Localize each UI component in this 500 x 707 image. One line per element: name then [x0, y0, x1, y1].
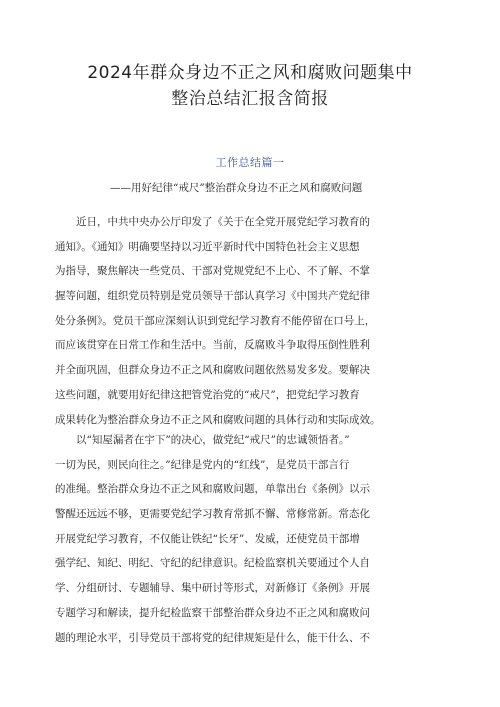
text-line: 开展党纪学习教育，不仅能让铁纪“长牙”、发威，还使党员干部增 — [55, 532, 360, 545]
section-heading: 工作总结篇一 — [215, 156, 285, 169]
text-line: 学、分组研讨、专题辅导、集中研讨等形式，对新修订《条例》开展 — [55, 582, 370, 595]
title-line-2: 整治总结汇报含简报 — [171, 89, 329, 109]
document-title — [40, 60, 460, 112]
text-line: 近日，中共中央办公厅印发了《关于在全党开展党纪学习教育的 — [76, 216, 370, 228]
text-line: 这些问题，就要用好纪律这把管党治党的“戒尺”，把党纪学习教育 — [55, 388, 360, 401]
text-line: 以“知屋漏者在宇下”的决心，做党纪“戒尺”的忠诚领悟者。” — [76, 434, 350, 446]
text-line: 握等问题，组织党员特别是党员领导干部认真学习《中国共产党纪律 — [55, 290, 370, 303]
text-line: 强学纪、知纪、明纪、守纪的纪律意识。纪检监察机关要通过个人自 — [55, 557, 370, 570]
text-line: 题的理论水平，引导党员干部将党的纪律规矩是什么，能干什么、不 — [55, 631, 370, 644]
text-line: 一切为民，则民向往之。”纪律是党内的“红线”，是党员干部言行 — [55, 458, 350, 471]
text-line: 而应该贯穿在日常工作和生活中。当前，反腐败斗争取得压倒性胜利 — [55, 339, 370, 352]
paragraph-2 — [55, 428, 450, 650]
title-line-1: 2024年群众身边不正之风和腐败问题集中 — [87, 63, 413, 83]
text-line: 成果转化为整治群众身边不正之风和腐败问题的具体行动和实际成效。 — [55, 413, 381, 426]
text-line: 的准绳。整治群众身边不正之风和腐败问题，单靠出台《条例》以示 — [55, 483, 370, 496]
text-line: 警醒还远远不够，更需要党纪学习教育常抓不懈、常修常新。常态化 — [55, 508, 370, 521]
text-line: 专题学习和解读，提升纪检监察干部整治群众身边不正之风和腐败问 — [55, 606, 370, 619]
subtitle: ——用好纪律“戒尺”整治群众身边不正之风和腐败问题 — [110, 182, 363, 194]
text-line: 通知》。《通知》明确要坚持以习近平新时代中国特色社会主义思想 — [55, 240, 360, 253]
paragraph-1 — [55, 210, 450, 432]
text-line: 并全面巩固，但群众身边不正之风和腐败问题依然易发多发。要解决 — [55, 364, 370, 377]
text-line: 处分条例》。党员干部应深刻认识到党纪学习教育不能停留在口号上， — [55, 314, 376, 327]
text-line: 为指导，聚焦解决一些党员、干部对党规党纪不上心、不了解、不掌 — [55, 265, 370, 278]
